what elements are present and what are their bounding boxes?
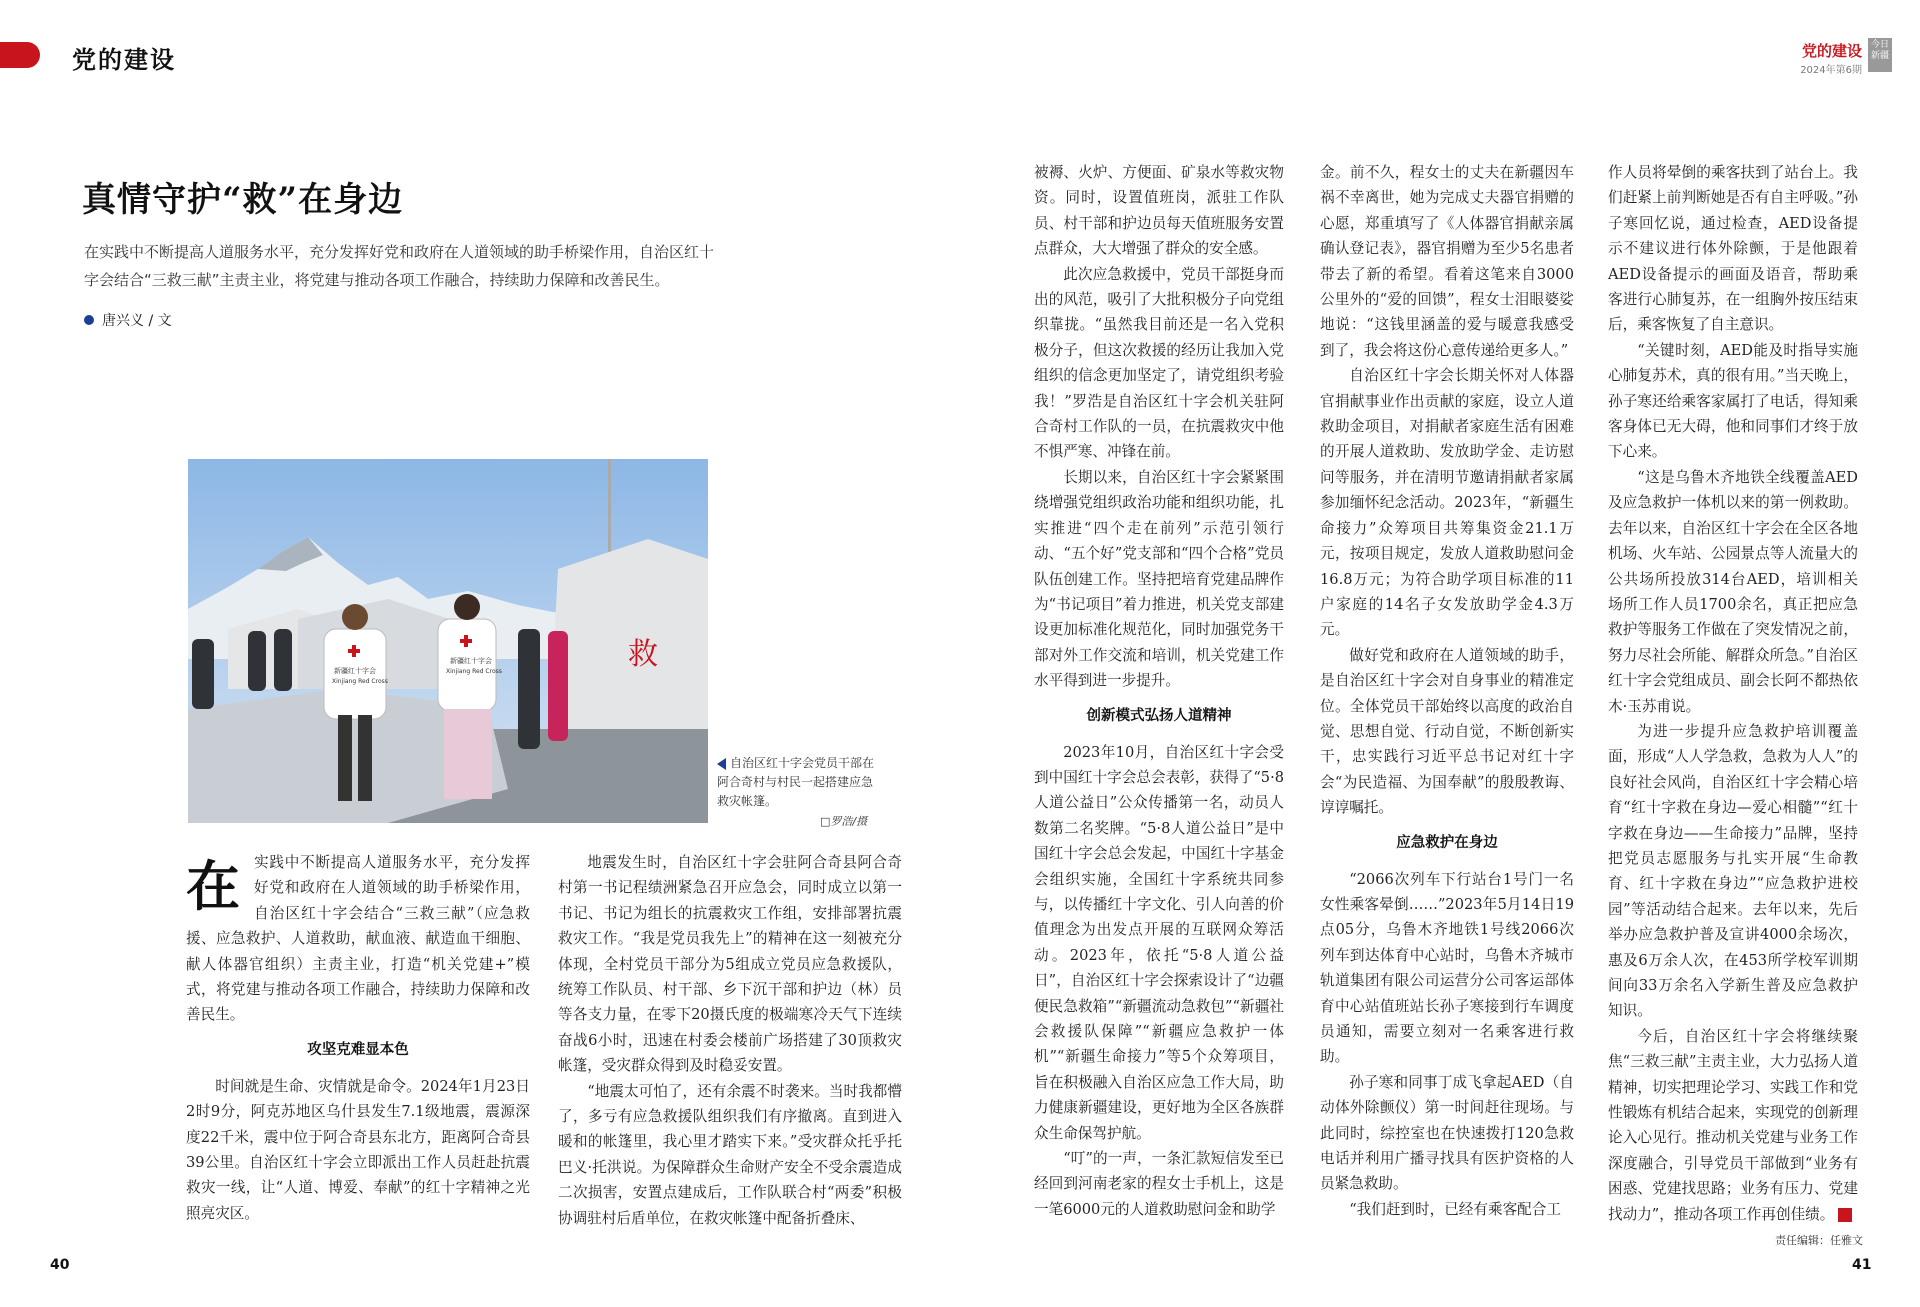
paragraph: 做好党和政府在人道领域的助手，是自治区红十字会对自身事业的精准定位。全体党员干部始终以高度的政治自觉、思想自觉、行动自觉，不断创新实干，忠实践行习近平总书记对红十字会“为民造福、为国奉献”的殷殷教诲、谆谆嘱托。: [1320, 646, 1574, 817]
opening-paragraph: [186, 850, 530, 1028]
paragraph: 自治区红十字会长期关怀对人体器官捐献事业作出贡献的家庭，设立人道救助金项目，对捐献者家庭生活有困难的开展人道救助、发放助学金、走访慰问等服务，并在清明节邀请捐献者家属参加缅怀纪念活动。2023年，“新疆生命接力”众筹项目共筹集资金21.1万元，按项目规定，发放人道救助慰问金16.8万元；为符合助学项目标准的11户家庭的14名子女发放助学金4.3万元。: [1320, 367, 1574, 639]
paragraph: 地震发生时，自治区红十字会驻阿合奇县阿合奇村第一书记程绩洲紧急召开应急会，同时成立以第一书记、书记为组长的抗震救灾工作组，安排部署抗震救灾工作。“我是党员我先上”的精神在这一刻被充分体现，全村党员干部分为5组成立党员应急救援队，统筹工作队员、村干部、乡下沉干部和护边（林）员等各支力量，在零下20摄氏度的极端寒冷天气下连续奋战6小时，迅速在村委会楼前广场搭建了30顶救灾帐篷，受灾群众得到及时稳妥安置。: [558, 854, 902, 1075]
end-mark-icon: [1838, 1208, 1852, 1222]
paragraph: “叮”的一声，一条汇款短信发至已经回到河南老家的程女士手机上，这是一笔6000元的人道救助慰问金和助学: [1034, 1150, 1284, 1218]
subhead-2: 创新模式弘扬人道精神: [1086, 707, 1232, 724]
body-column-2: [558, 850, 902, 1231]
section-title: 党的建设: [72, 45, 176, 74]
paragraph: 2023年10月，自治区红十字会受到中国红十字会总会表彰，获得了“5·8人道公益日”公众传播第一名，动员人数第二名奖牌。“5·8人道公益日”是中国红十字会总会发起，中国红十字基金会组织实施，全国红十字系统共同参与，以传播红十字文化、引人向善的价值理念为出发点开展的互联网众筹活动。2023年，依托“5·8人道公益日”，自治区红十字会探索设计了“边疆便民急救箱”“新疆流动急救包”“新疆社会救援队保障”“新疆应急救护一体机”“新疆生命接力”等5个众筹项目，旨在积极融入自治区应急工作大局，助力健康新疆建设，更好地为全区各族群众生命保驾护航。: [1034, 743, 1284, 1142]
paragraph: “关键时刻，AED能及时指导实施心肺复苏术，真的很有用。”当天晚上，孙子寒还给乘客家属打了电话，得知乘客身体已无大碍，他和同事们才终于放下心来。: [1608, 341, 1858, 461]
page-number-right: 41: [1852, 1257, 1872, 1273]
paragraph: “2066次列车下行站台1号门一名女性乘客晕倒……”2023年5月14日19点05分，乌鲁木齐地铁1号线2066次列车到达体育中心站时，乌鲁木齐城市轨道集团有限公司运营分公司客运部体育中心站值班站长孙子寒接到行车调度员通知，需要立刻对一名乘客进行救助。: [1320, 870, 1574, 1066]
closing-paragraph: [1608, 1024, 1858, 1227]
article-headline: 真情守护“救”在身边: [82, 180, 404, 220]
editor-credit: 责任编辑：任雅文: [1775, 1234, 1863, 1247]
vest-subtext-right: Xinjiang Red Cross: [446, 668, 502, 675]
paragraph: “这是乌鲁木齐地铁全线覆盖AED及应急救护一体机以来的第一例救助。去年以来，自治区红十字会在全区各地机场、火车站、公园景点等人流量大的公共场所投放314台AED，培训相关场所工作人员1700余名，真正把应急救护等服务工作做在了突发情况之前，努力尽社会所能、解群众所急。”自治区红十字会党组成员、副会长阿不都热依木·玉苏甫说。: [1608, 468, 1858, 715]
byline-text: 唐兴义 / 文: [102, 313, 172, 329]
photo-caption: [717, 754, 881, 811]
paragraph: 长期以来，自治区红十字会紧紧围绕增强党组织政治功能和组织功能，扎实推进“四个走在前列”示范引领行动、“五个好”党支部和“四个合格”党员队伍创建工作。坚持把培育党建品牌作为“书记项目”着力推进，机关党支部建设更加标准化规范化，同时加强党务干部对外工作交流和培训，机关党建工作水平得到进一步提升。: [1034, 468, 1284, 690]
paragraph: “地震太可怕了，还有余震不时袭来。当时我都懵了，多亏有应急救援队组织我们有序撤离。直到进入暖和的帐篷里，我心里才踏实下来。”受灾群众托乎托巴义·托洪说。为保障群众生命财产安全不受余震造成二次损害，安置点建成后，工作队联合村“两委”积极协调驻村后盾单位，在救灾帐篷中配备折叠床、: [558, 1082, 902, 1227]
vest-text-right: 新疆红十字会: [450, 657, 492, 665]
paragraph: 被褥、火炉、方便面、矿泉水等救灾物资。同时，设置值班岗，派驻工作队员、村干部和护边员每天值班服务安置点群众，大大增强了群众的安全感。: [1034, 164, 1284, 258]
paragraph: 此次应急救援中，党员干部挺身而出的风范，吸引了大批积极分子向党组织靠拢。“虽然我目前还是一名入党积极分子，但这次救援的经历让我加入党组织的信念更加坚定了，请党组织考验我！”罗浩是自治区红十字会机关驻阿合奇村工作队的一员，在抗震救灾中他不惧严寒、冲锋在前。: [1034, 265, 1284, 461]
issue-label: 2024年第6期: [1800, 65, 1862, 76]
subhead-1: 攻坚克难显本色: [307, 1041, 409, 1058]
drop-cap: 在: [186, 854, 240, 918]
byline: [84, 310, 172, 330]
body-column-4: [1320, 160, 1574, 1222]
caption-text: 自治区红十字会党员干部在阿合奇村与村民一起搭建应急救灾帐篷。: [717, 756, 875, 808]
body-column-5: [1608, 160, 1858, 1227]
caption-arrow-icon: [717, 758, 726, 770]
page-number-left: 40: [50, 1257, 70, 1273]
byline-bullet-icon: [84, 315, 94, 325]
magazine-name: 党的建设: [1801, 42, 1862, 60]
photo-illustration: [188, 459, 708, 823]
paragraph: 为进一步提升应急救护培训覆盖面，形成“人人学急救，急救为人人”的良好社会风尚，自治区红十字会精心培育“红十字救在身边—爱心相髓”“红十字救在身边——生命接力”品牌，坚持把党员志愿服务与扎实开展“生命教育、红十字救在身边”“应急救护进校园”等活动结合起来。去年以来，先后举办应急救护普及宣讲4000余场次，惠及6万余人次，在453所学校军训期间向33万余名入学新生普及应急救护知识。: [1608, 722, 1858, 1020]
paragraph: 孙子寒和同事丁成飞拿起AED（自动体外除颤仪）第一时间赶往现场。与此同时，综控室也在快速拨打120急救电话并利用广播寻找具有医护资格的人员紧急救助。: [1320, 1073, 1574, 1193]
article-photo: [188, 459, 708, 823]
body-column-1: [186, 850, 530, 1226]
opening-paragraph-text: 实践中不断提高人道服务水平，充分发挥好党和政府在人道领域的助手桥梁作用，自治区红十字会结合“三救三献”（应急救援、应急救护、人道救助，献血液、献造血干细胞、献人体器官组织）主责主业，打造“机关党建+”模式，将党建与推动各项工作融合，持续助力保障和改善民生。: [186, 854, 530, 1024]
body-column-3: [1034, 160, 1284, 1222]
photo-credit: □罗浩/摄: [820, 815, 868, 828]
paragraph: “我们赶到时，已经有乘客配合工: [1349, 1200, 1561, 1218]
magazine-badge: 今日新疆: [1868, 38, 1892, 72]
closing-paragraph-text: 今后，自治区红十字会将继续聚焦“三救三献”主责主业，大力弘扬人道精神，切实把理论学习、实践工作和党性锻炼有机结合起来，实现党的创新理论入心见行。推动机关党建与业务工作深度融合，引导党员干部做到“业务有困惑、党建找思路；业务有压力、党建找动力”，推动各项工作再创佳绩。: [1608, 1027, 1858, 1223]
vest-subtext-left: Xinjiang Red Cross: [332, 678, 388, 685]
paragraph: 时间就是生命、灾情就是命令。2024年1月23日2时9分，阿克苏地区乌什县发生7.1级地震，震源深度22千米，震中位于阿合奇县东北方，距离阿合奇县39公里。自治区红十字会立即派出工作人员赶赴抗震救灾一线，让“人道、博爱、奉献”的红十字精神之光照亮灾区。: [186, 1077, 530, 1222]
tent-character: 救: [628, 637, 658, 672]
article-lede: 在实践中不断提高人道服务水平，充分发挥好党和政府在人道领域的助手桥梁作用，自治区红十字会结合“三救三献”主责主业，将党建与推动各项工作融合，持续助力保障和改善民生。: [84, 243, 715, 289]
subhead-3: 应急救护在身边: [1396, 834, 1498, 851]
vest-text-left: 新疆红十字会: [334, 667, 376, 675]
paragraph: 金。前不久，程女士的丈夫在新疆因车祸不幸离世，她为完成丈夫器官捐赠的心愿，郑重填写了《人体器官捐献亲属确认登记表》，器官捐赠为至少5名患者带去了新的希望。看着这笔来自3000公里外的“爱的回馈”，程女士泪眼婆娑地说：“这钱里涵盖的爱与暖意我感受到了，我会将这份心意传递给更多人。”: [1320, 164, 1574, 359]
paragraph: 作人员将晕倒的乘客扶到了站台上。我们赶紧上前判断她是否有自主呼吸。”孙子寒回忆说，通过检查，AED设备提示不建议进行体外除颤，于是他跟着AED设备提示的画面及语音，帮助乘客进行心肺复苏，在一组胸外按压结束后，乘客恢复了自主意识。: [1608, 164, 1858, 334]
magazine-masthead: [1800, 40, 1862, 76]
section-tab-marker: [0, 42, 40, 68]
